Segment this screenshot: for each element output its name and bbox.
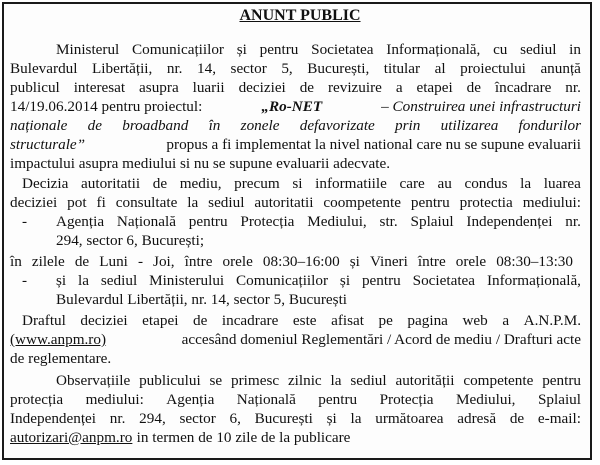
bullet2-line-2: Bulevardul Libertății, nr. 14, sector 5, București xyxy=(56,291,348,308)
p1-line-6: structurale” propus a fi implementat la nivel national care nu se supune evaluarii xyxy=(10,136,581,153)
email-link[interactable]: autorizari@anpm.ro xyxy=(10,429,133,446)
bullet-dash: - xyxy=(22,213,28,230)
p2-line-1: Decizia autoritatii de mediu, precum si informatiile care au condus la luarea xyxy=(22,175,581,192)
bullet-dash: - xyxy=(22,272,28,289)
notice-title: ANUNT PUBLIC xyxy=(239,7,361,24)
p4-line-1: Observațiile publicului se primesc zilnic la sediul autorității competente pentru xyxy=(56,372,581,389)
bullet1-line-1: Agenția Națională pentru Protecția Mediului, str. Splaiul Independenței nr. xyxy=(56,213,581,230)
opening-hours: în zilele de Luni - Joi, între orele 08:30–16:00 și Vineri între orele 08:30–13:30 xyxy=(10,253,573,270)
p4-line-2: protecția mediului: Agenția Națională pentru Protecția Mediului, Splaiul xyxy=(10,391,581,408)
p1-line-5: naționale de broadband în zonele defavorizate prin utilizarea fondurilor xyxy=(10,117,581,134)
p3-line-2: (www.anpm.ro) accesând domeniul Reglementări / Acord de mediu / Drafturi acte xyxy=(10,331,581,348)
p3-line-3: de reglementare. xyxy=(10,350,112,367)
p3-line-1: Draftul deciziei etapei de incadrare este afisat pe pagina web a A.N.P.M. xyxy=(22,312,581,329)
project-name: „Ro-NET xyxy=(261,98,323,115)
p1-line-3: publicul interesat asupra luarii deciziei de revizuire a etapei de încadrare nr. xyxy=(10,79,581,96)
p1-line-7: impactului asupra mediului si nu se supune evaluarii adecvate. xyxy=(10,155,390,172)
p2-line-2: deciziei pot fi consultate la sediul autoritatii coompetente pentru protectia mediului: xyxy=(10,194,581,211)
bullet1-line-2: 294, sector 6, București; xyxy=(56,232,205,249)
p4-line-4: autorizari@anpm.ro in termen de 10 zile de la publicare xyxy=(10,429,351,446)
p1-line-4: 14/19.06.2014 pentru proiectul: „Ro-NET – Construirea unei infrastructuri xyxy=(10,98,581,115)
anpm-website-link[interactable]: (www.anpm.ro) xyxy=(10,331,107,348)
p1-line-2: Bulevardul Libertății, nr. 14, sector 5, București, titular al proiectului anunță xyxy=(10,60,581,77)
p4-line-3: Independenței nr. 294, sector 6, București și la următoarea adresă de e-mail: xyxy=(10,410,581,427)
p1-line-1: Ministerul Comunicațiilor și pentru Societatea Informațională, cu sediul in xyxy=(56,41,581,58)
bullet2-line-1: și la sediul Ministerului Comunicațiilor și pentru Societatea Informațională, xyxy=(56,272,581,289)
